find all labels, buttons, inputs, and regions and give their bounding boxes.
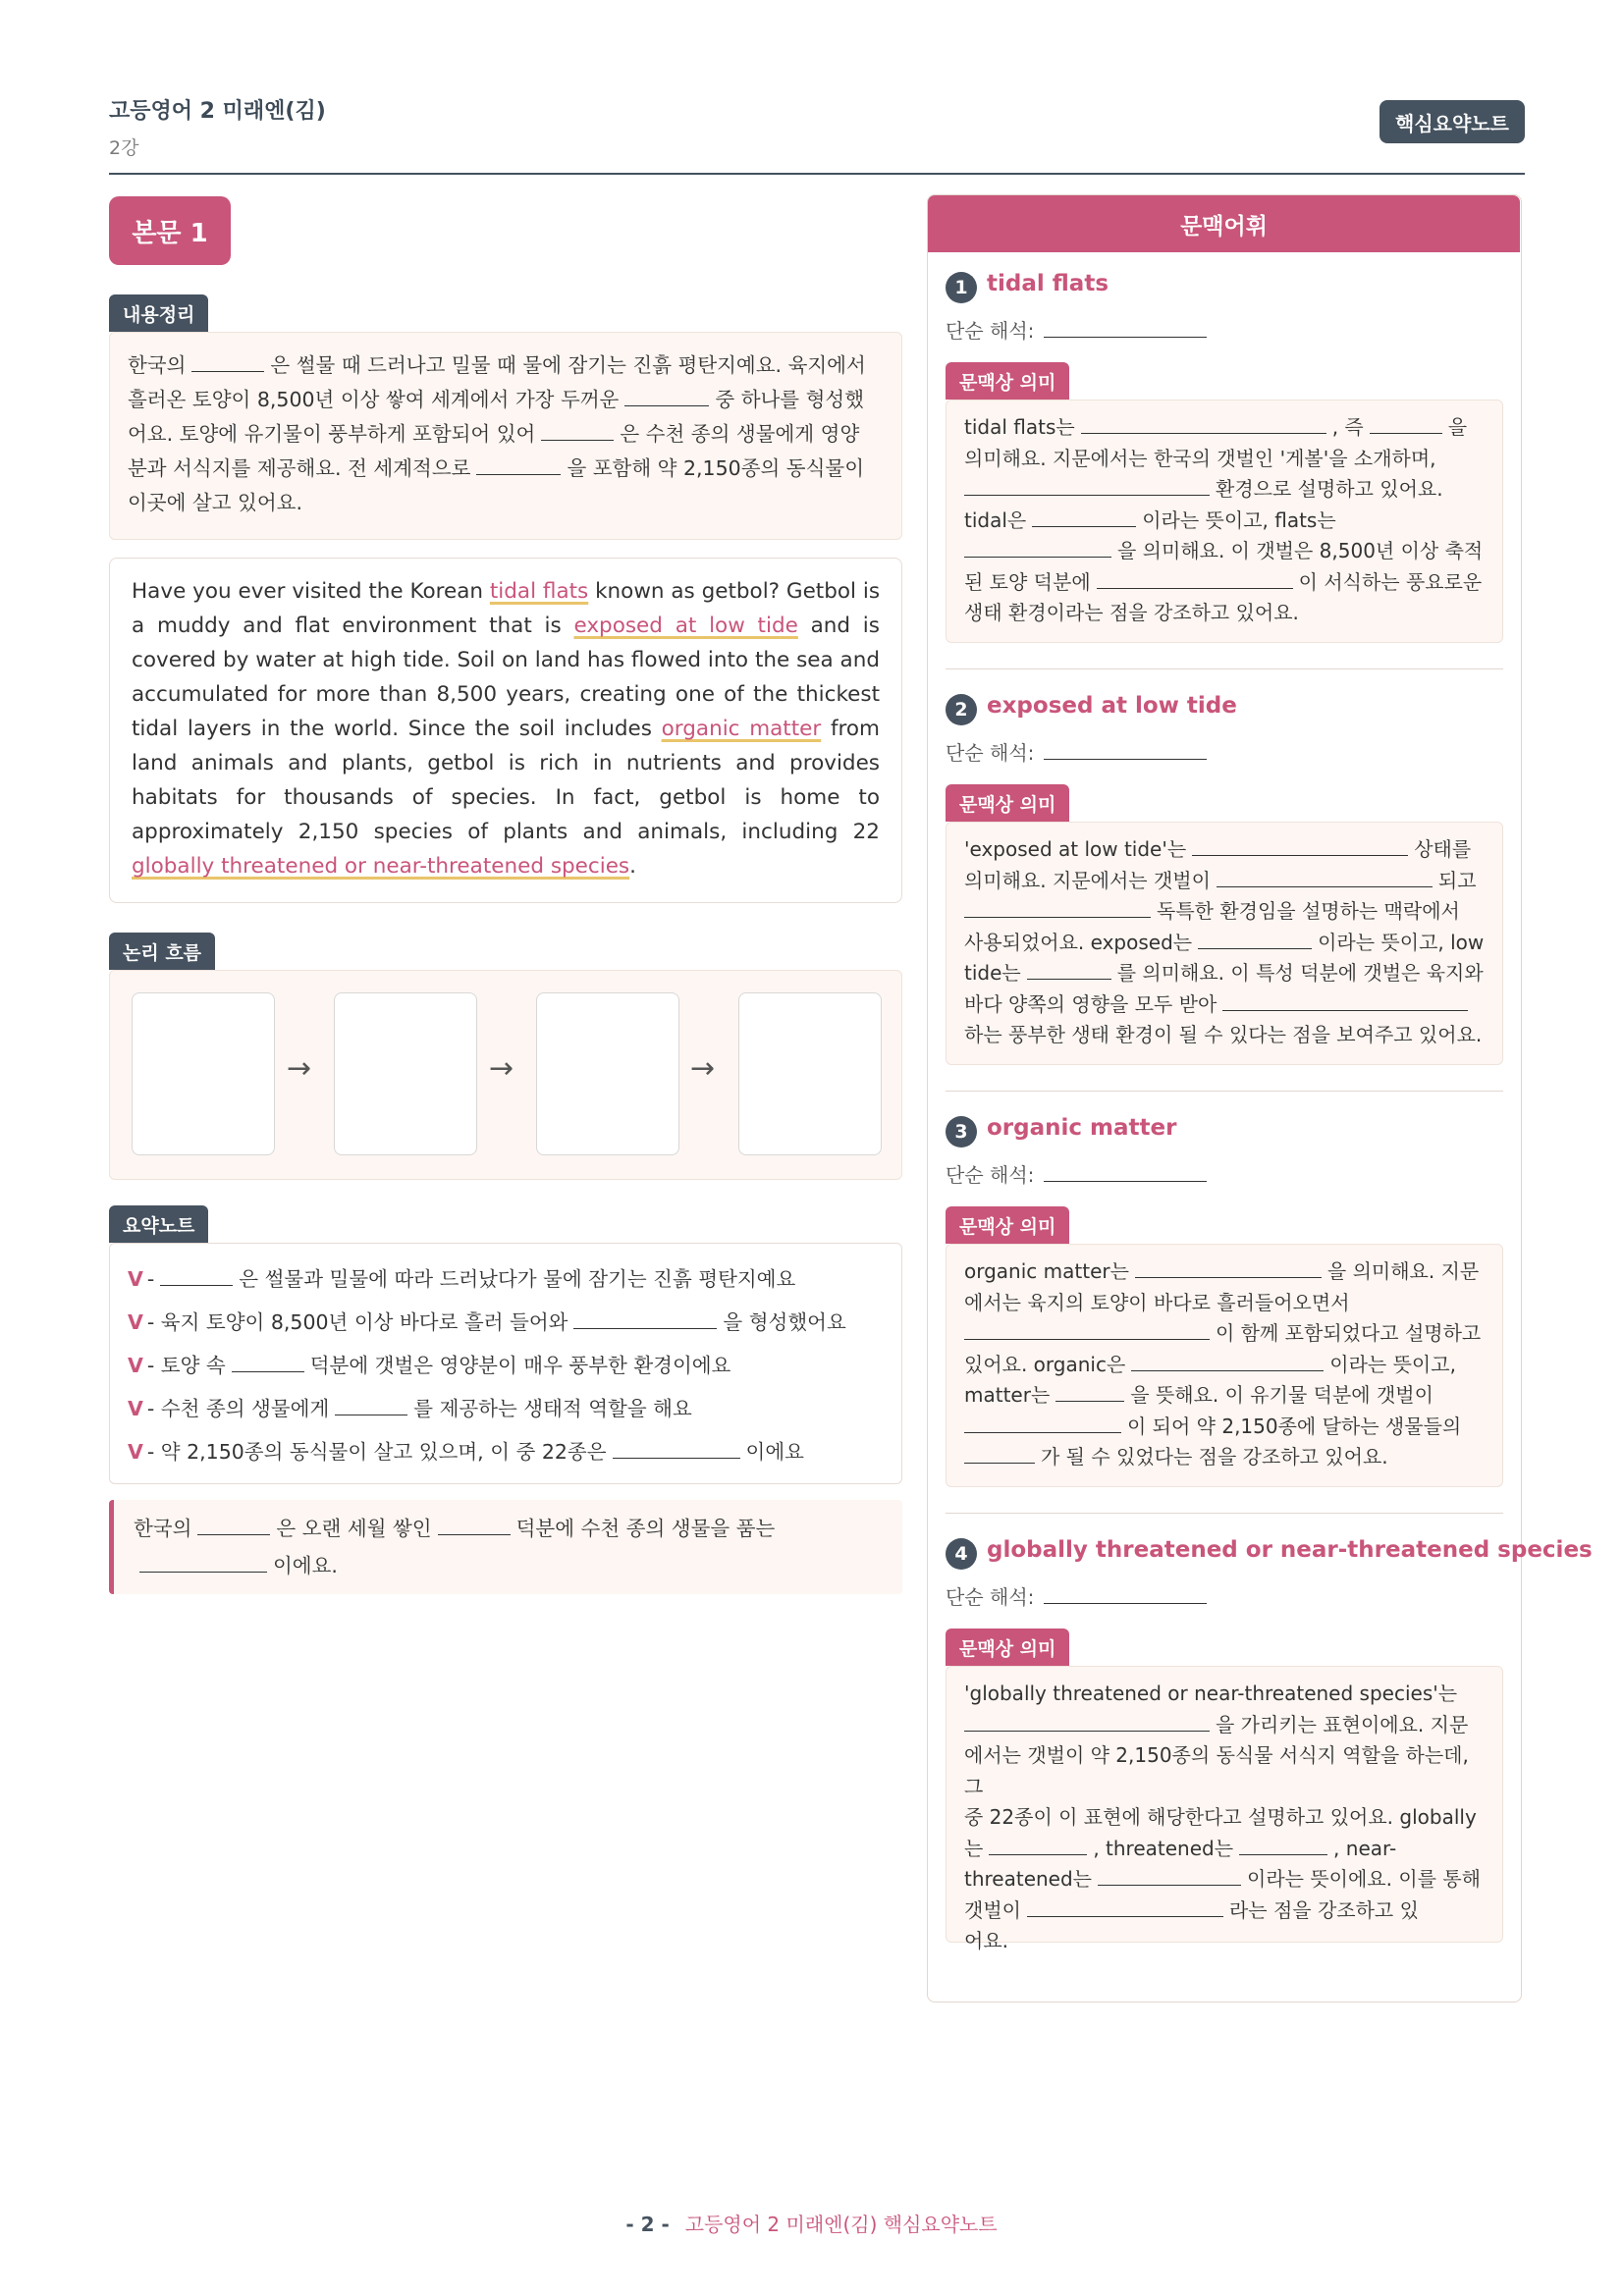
passage-text: from land animals and plants, getbol is rich in nutrients and provides habitats for thousands of species. In fact, getbol is home to approximately 2,150 species of plants and animals, including 22 — [132, 717, 880, 844]
arrow-right-icon: → — [287, 1051, 312, 1086]
number-badge: 2 — [946, 694, 977, 725]
vocab-word: exposed at low tide — [987, 693, 1237, 719]
blank-field[interactable] — [1027, 1896, 1223, 1917]
meaning-text: 상태를 — [1414, 837, 1472, 861]
meaning-text: 이라는 뜻이고, — [1329, 1352, 1456, 1376]
meaning-text: 에서는 육지의 토양이 바다로 흘러들어오면서 — [964, 1290, 1350, 1314]
simple-translation — [946, 1581, 1213, 1610]
divider — [946, 668, 1503, 669]
flow-card-3[interactable] — [536, 992, 679, 1155]
blank-field[interactable] — [1131, 1351, 1324, 1371]
note-text: 은 썰물과 밀물에 따라 드러났다가 물에 잠기는 진흙 평탄지예요 — [239, 1267, 796, 1291]
meaning-text: 이 함께 포함되었다고 설명하고 — [1216, 1321, 1482, 1345]
meaning-text: 바다 양쪽의 영향을 모두 받아 — [964, 991, 1217, 1016]
note-text: - 토양 속 — [146, 1354, 226, 1377]
context-vocabulary-panel — [927, 194, 1593, 2002]
highlight-organic-matter[interactable]: organic matter — [661, 717, 822, 741]
logic-flow-box — [109, 970, 902, 1180]
meaning-text: 를 의미해요. 이 특성 덕분에 갯벌은 육지와 — [1116, 961, 1484, 985]
meaning-text: 을 가리키는 표현이에요. 지문 — [1216, 1712, 1469, 1736]
meaning-text: 'globally threatened or near-threatened species'는 — [964, 1682, 1458, 1705]
simple-label: 단순 해석: — [946, 1163, 1035, 1187]
meaning-text: 가 될 수 있었다는 점을 강조하고 있어요. — [1041, 1445, 1388, 1468]
summary-text: 이곳에 살고 있어요. — [128, 491, 302, 514]
page-header — [109, 90, 1525, 175]
note-text: 덕분에 갯벌은 영양분이 매우 풍부한 환경이에요 — [309, 1354, 731, 1377]
meaning-text: 의미해요. 지문에서는 한국의 갯벌인 '게볼'을 소개하며, — [964, 446, 1436, 470]
final-summary-box — [109, 1500, 902, 1594]
meaning-text: , threatened는 — [1093, 1836, 1234, 1860]
check-mark-icon: V — [128, 1267, 143, 1291]
note-text: - 수천 종의 생물에게 — [146, 1397, 330, 1420]
context-meaning-tag: 문맥상 의미 — [946, 784, 1069, 822]
summary-note-tag: 요약노트 — [109, 1205, 208, 1243]
arrow-right-icon: → — [489, 1051, 514, 1086]
final-text: 덕분에 수천 종의 생물을 품는 — [515, 1517, 776, 1540]
summary-text: 흘러온 토양이 8,500년 이상 쌓여 세계에서 가장 두꺼운 — [128, 388, 620, 411]
meaning-text: 을 의미해요. 지문 — [1326, 1259, 1480, 1283]
page-number: - 2 - — [625, 2213, 670, 2236]
blank-field[interactable] — [197, 1514, 270, 1535]
note-row — [128, 1257, 884, 1301]
blank-field[interactable] — [1044, 739, 1207, 760]
blank-field[interactable] — [438, 1514, 511, 1535]
number-badge: 3 — [946, 1116, 977, 1148]
meaning-text: 생태 환경이라는 점을 강조하고 있어요. — [964, 601, 1299, 624]
blank-field[interactable] — [1098, 1865, 1241, 1886]
check-mark-icon: V — [128, 1440, 143, 1464]
blank-field[interactable] — [1222, 990, 1468, 1011]
meaning-text: threatened는 — [964, 1867, 1093, 1891]
blank-field[interactable] — [1192, 835, 1408, 856]
context-meaning-box — [946, 400, 1503, 643]
meaning-text: 된 토양 덕분에 — [964, 569, 1091, 594]
note-row — [128, 1430, 884, 1473]
note-text: - — [146, 1267, 155, 1291]
simple-label: 단순 해석: — [946, 741, 1035, 765]
meaning-text: 하는 풍부한 생태 환경이 될 수 있다는 점을 보여주고 있어요. — [964, 1023, 1483, 1046]
meaning-text: tidal은 — [964, 507, 1027, 532]
context-meaning-box — [946, 1666, 1503, 1952]
summary-text: 한국의 — [128, 353, 187, 377]
note-row — [128, 1344, 884, 1387]
summary-text: 은 수천 종의 생물에게 영양 — [620, 422, 860, 446]
blank-field[interactable] — [232, 1351, 304, 1372]
number-badge: 1 — [946, 272, 977, 303]
meaning-text: 라는 점을 강조하고 있 — [1228, 1897, 1419, 1922]
blank-field[interactable] — [160, 1264, 233, 1286]
meaning-text: tide는 — [964, 961, 1021, 985]
divider — [946, 1091, 1503, 1092]
vocab-word: tidal flats — [987, 271, 1109, 296]
meaning-text: 이라는 뜻이고, low — [1318, 930, 1485, 954]
meaning-text: 이라는 뜻이에요. 이를 통해 — [1247, 1867, 1481, 1891]
highlight-threatened-species[interactable]: globally threatened or near-threatened species — [132, 854, 630, 879]
meaning-text: 되고 — [1437, 868, 1477, 892]
context-meaning-box — [946, 1244, 1503, 1487]
context-meaning-tag: 문맥상 의미 — [946, 1629, 1069, 1666]
check-mark-icon: V — [128, 1310, 143, 1334]
meaning-text: 'exposed at low tide'는 — [964, 837, 1187, 861]
footer-text: 고등영어 2 미래엔(김) 핵심요약노트 — [684, 2213, 998, 2236]
blank-field[interactable] — [1135, 1257, 1322, 1278]
note-row — [128, 1387, 884, 1430]
highlight-tidal-flats[interactable]: tidal flats — [489, 579, 589, 604]
flow-card-1[interactable] — [132, 992, 275, 1155]
blank-field[interactable] — [1044, 1161, 1207, 1182]
blank-field[interactable] — [964, 1443, 1035, 1464]
blank-field[interactable] — [964, 1319, 1210, 1340]
blank-field[interactable] — [964, 537, 1111, 558]
meaning-text: 이 되어 약 2,150종에 달하는 생물들의 — [1127, 1414, 1462, 1438]
meaning-text: 중 22종이 이 표현에 해당한다고 설명하고 있어요. globally — [964, 1805, 1477, 1829]
meaning-text: 어요. — [964, 1929, 1008, 1952]
blank-field[interactable] — [624, 385, 709, 406]
content-summary-box — [109, 332, 902, 540]
summary-text: 을 포함해 약 2,150종의 동식물이 — [567, 456, 865, 480]
passage-text: and is covered by water at high tide. Soil on land has flowed into the sea and accumulated for more than 8,500 years, creating one of the thickest tidal layers in the world. Since the soil includes — [132, 614, 880, 741]
number-badge: 4 — [946, 1538, 977, 1570]
meaning-text: 있어요. organic은 — [964, 1352, 1126, 1376]
simple-translation — [946, 1159, 1213, 1188]
divider — [946, 1513, 1503, 1514]
lesson-number: 2강 — [109, 137, 139, 159]
summary-text: 은 썰물 때 드러나고 밀물 때 물에 잠기는 진흙 평탄지예요. 육지에서 — [270, 353, 866, 377]
meaning-text: matter는 — [964, 1383, 1051, 1407]
document-title: 고등영어 2 미래엔(김) — [109, 99, 326, 124]
passage-box — [109, 558, 902, 903]
content-summary-tag: 내용정리 — [109, 294, 208, 332]
context-meaning-box — [946, 822, 1503, 1065]
blank-field[interactable] — [1044, 1583, 1207, 1604]
blank-field[interactable] — [1217, 867, 1433, 887]
meaning-text: , 즉 — [1331, 415, 1364, 439]
blank-field[interactable] — [1027, 959, 1111, 980]
check-mark-icon: V — [128, 1397, 143, 1420]
meaning-text: 독특한 환경임을 설명하는 맥락에서 — [1157, 899, 1460, 923]
simple-translation — [946, 737, 1213, 766]
meaning-text: 의미해요. 지문에서는 갯벌이 — [964, 868, 1211, 892]
blank-field[interactable] — [1081, 413, 1326, 434]
meaning-text: 에서는 갯벌이 약 2,150종의 동식물 서식지 역할을 하는데, 그 — [964, 1743, 1469, 1798]
meaning-text: 을 — [1447, 415, 1468, 439]
blank-field[interactable] — [1044, 317, 1207, 338]
summary-text: 분과 서식지를 제공해요. 전 세계적으로 — [128, 456, 471, 480]
blank-field[interactable] — [1097, 568, 1293, 589]
meaning-text: 환경으로 설명하고 있어요. — [1216, 477, 1443, 501]
blank-field[interactable] — [191, 350, 264, 372]
note-row — [128, 1301, 884, 1344]
flow-card-4[interactable] — [738, 992, 882, 1155]
meaning-text: 갯벌이 — [964, 1897, 1021, 1922]
passage-text: known as getbol? Getbol is a muddy and flat environment that is — [132, 579, 881, 638]
header-badge: 핵심요약노트 — [1380, 100, 1525, 143]
blank-field[interactable] — [964, 1711, 1210, 1732]
blank-field[interactable] — [335, 1394, 407, 1415]
blank-field[interactable] — [964, 1413, 1121, 1433]
note-text: - 육지 토양이 8,500년 이상 바다로 흘러 들어와 — [146, 1310, 568, 1334]
simple-label: 단순 해석: — [946, 1585, 1035, 1609]
meaning-text: , near- — [1333, 1836, 1397, 1860]
note-text: - 약 2,150종의 동식물이 살고 있으며, 이 중 22종은 — [146, 1440, 607, 1464]
blank-field[interactable] — [1032, 507, 1136, 527]
blank-field[interactable] — [573, 1308, 717, 1329]
panel-title: 문맥어휘 — [928, 195, 1520, 252]
passage-text: Have you ever visited the Korean — [132, 579, 490, 604]
context-meaning-tag: 문맥상 의미 — [946, 362, 1069, 400]
note-text: 을 형성했어요 — [723, 1310, 846, 1334]
vocab-word: globally threatened or near-threatened species — [987, 1537, 1593, 1563]
blank-field[interactable] — [964, 897, 1151, 918]
meaning-text: organic matter는 — [964, 1259, 1129, 1283]
simple-translation — [946, 315, 1213, 344]
final-text: 이에요. — [273, 1554, 338, 1577]
section-label: 본문 1 — [109, 196, 231, 265]
blank-field[interactable] — [613, 1437, 740, 1459]
note-text: 이에요 — [745, 1440, 804, 1464]
arrow-right-icon: → — [690, 1051, 716, 1086]
context-meaning-tag: 문맥상 의미 — [946, 1206, 1069, 1244]
blank-field[interactable] — [989, 1835, 1087, 1855]
blank-field[interactable] — [541, 419, 614, 441]
blank-field[interactable] — [1198, 929, 1312, 949]
highlight-exposed-at-low-tide[interactable]: exposed at low tide — [573, 614, 798, 638]
meaning-text: tidal flats는 — [964, 415, 1075, 439]
simple-label: 단순 해석: — [946, 319, 1035, 343]
logic-flow-tag: 논리 흐름 — [109, 933, 215, 970]
vocab-word: organic matter — [987, 1115, 1177, 1141]
summary-note-box — [109, 1243, 902, 1484]
meaning-text: 을 의미해요. 이 갯벌은 8,500년 이상 축적 — [1117, 539, 1484, 562]
summary-text: 어요. 토양에 유기물이 풍부하게 포함되어 있어 — [128, 422, 536, 446]
blank-field[interactable] — [476, 454, 561, 475]
meaning-text: 이라는 뜻이고, flats는 — [1142, 507, 1336, 532]
page-footer — [0, 2209, 1623, 2237]
blank-field[interactable] — [964, 475, 1210, 496]
blank-field[interactable] — [139, 1551, 267, 1573]
final-text: 은 오랜 세월 쌓인 — [276, 1517, 432, 1540]
summary-text: 중 하나를 형성했 — [715, 388, 865, 411]
meaning-text: 이 서식하는 풍요로운 — [1298, 569, 1483, 594]
blank-field[interactable] — [1370, 413, 1442, 434]
note-text: 를 제공하는 생태적 역할을 해요 — [413, 1397, 692, 1420]
blank-field[interactable] — [1239, 1835, 1327, 1855]
flow-card-2[interactable] — [334, 992, 477, 1155]
blank-field[interactable] — [1055, 1381, 1124, 1402]
passage-text: . — [629, 854, 636, 879]
meaning-text: 사용되었어요. exposed는 — [964, 930, 1193, 954]
meaning-text: 는 — [964, 1836, 984, 1860]
meaning-text: 을 뜻해요. 이 유기물 덕분에 갯벌이 — [1130, 1383, 1434, 1407]
final-text: 한국의 — [134, 1517, 192, 1540]
check-mark-icon: V — [128, 1354, 143, 1377]
